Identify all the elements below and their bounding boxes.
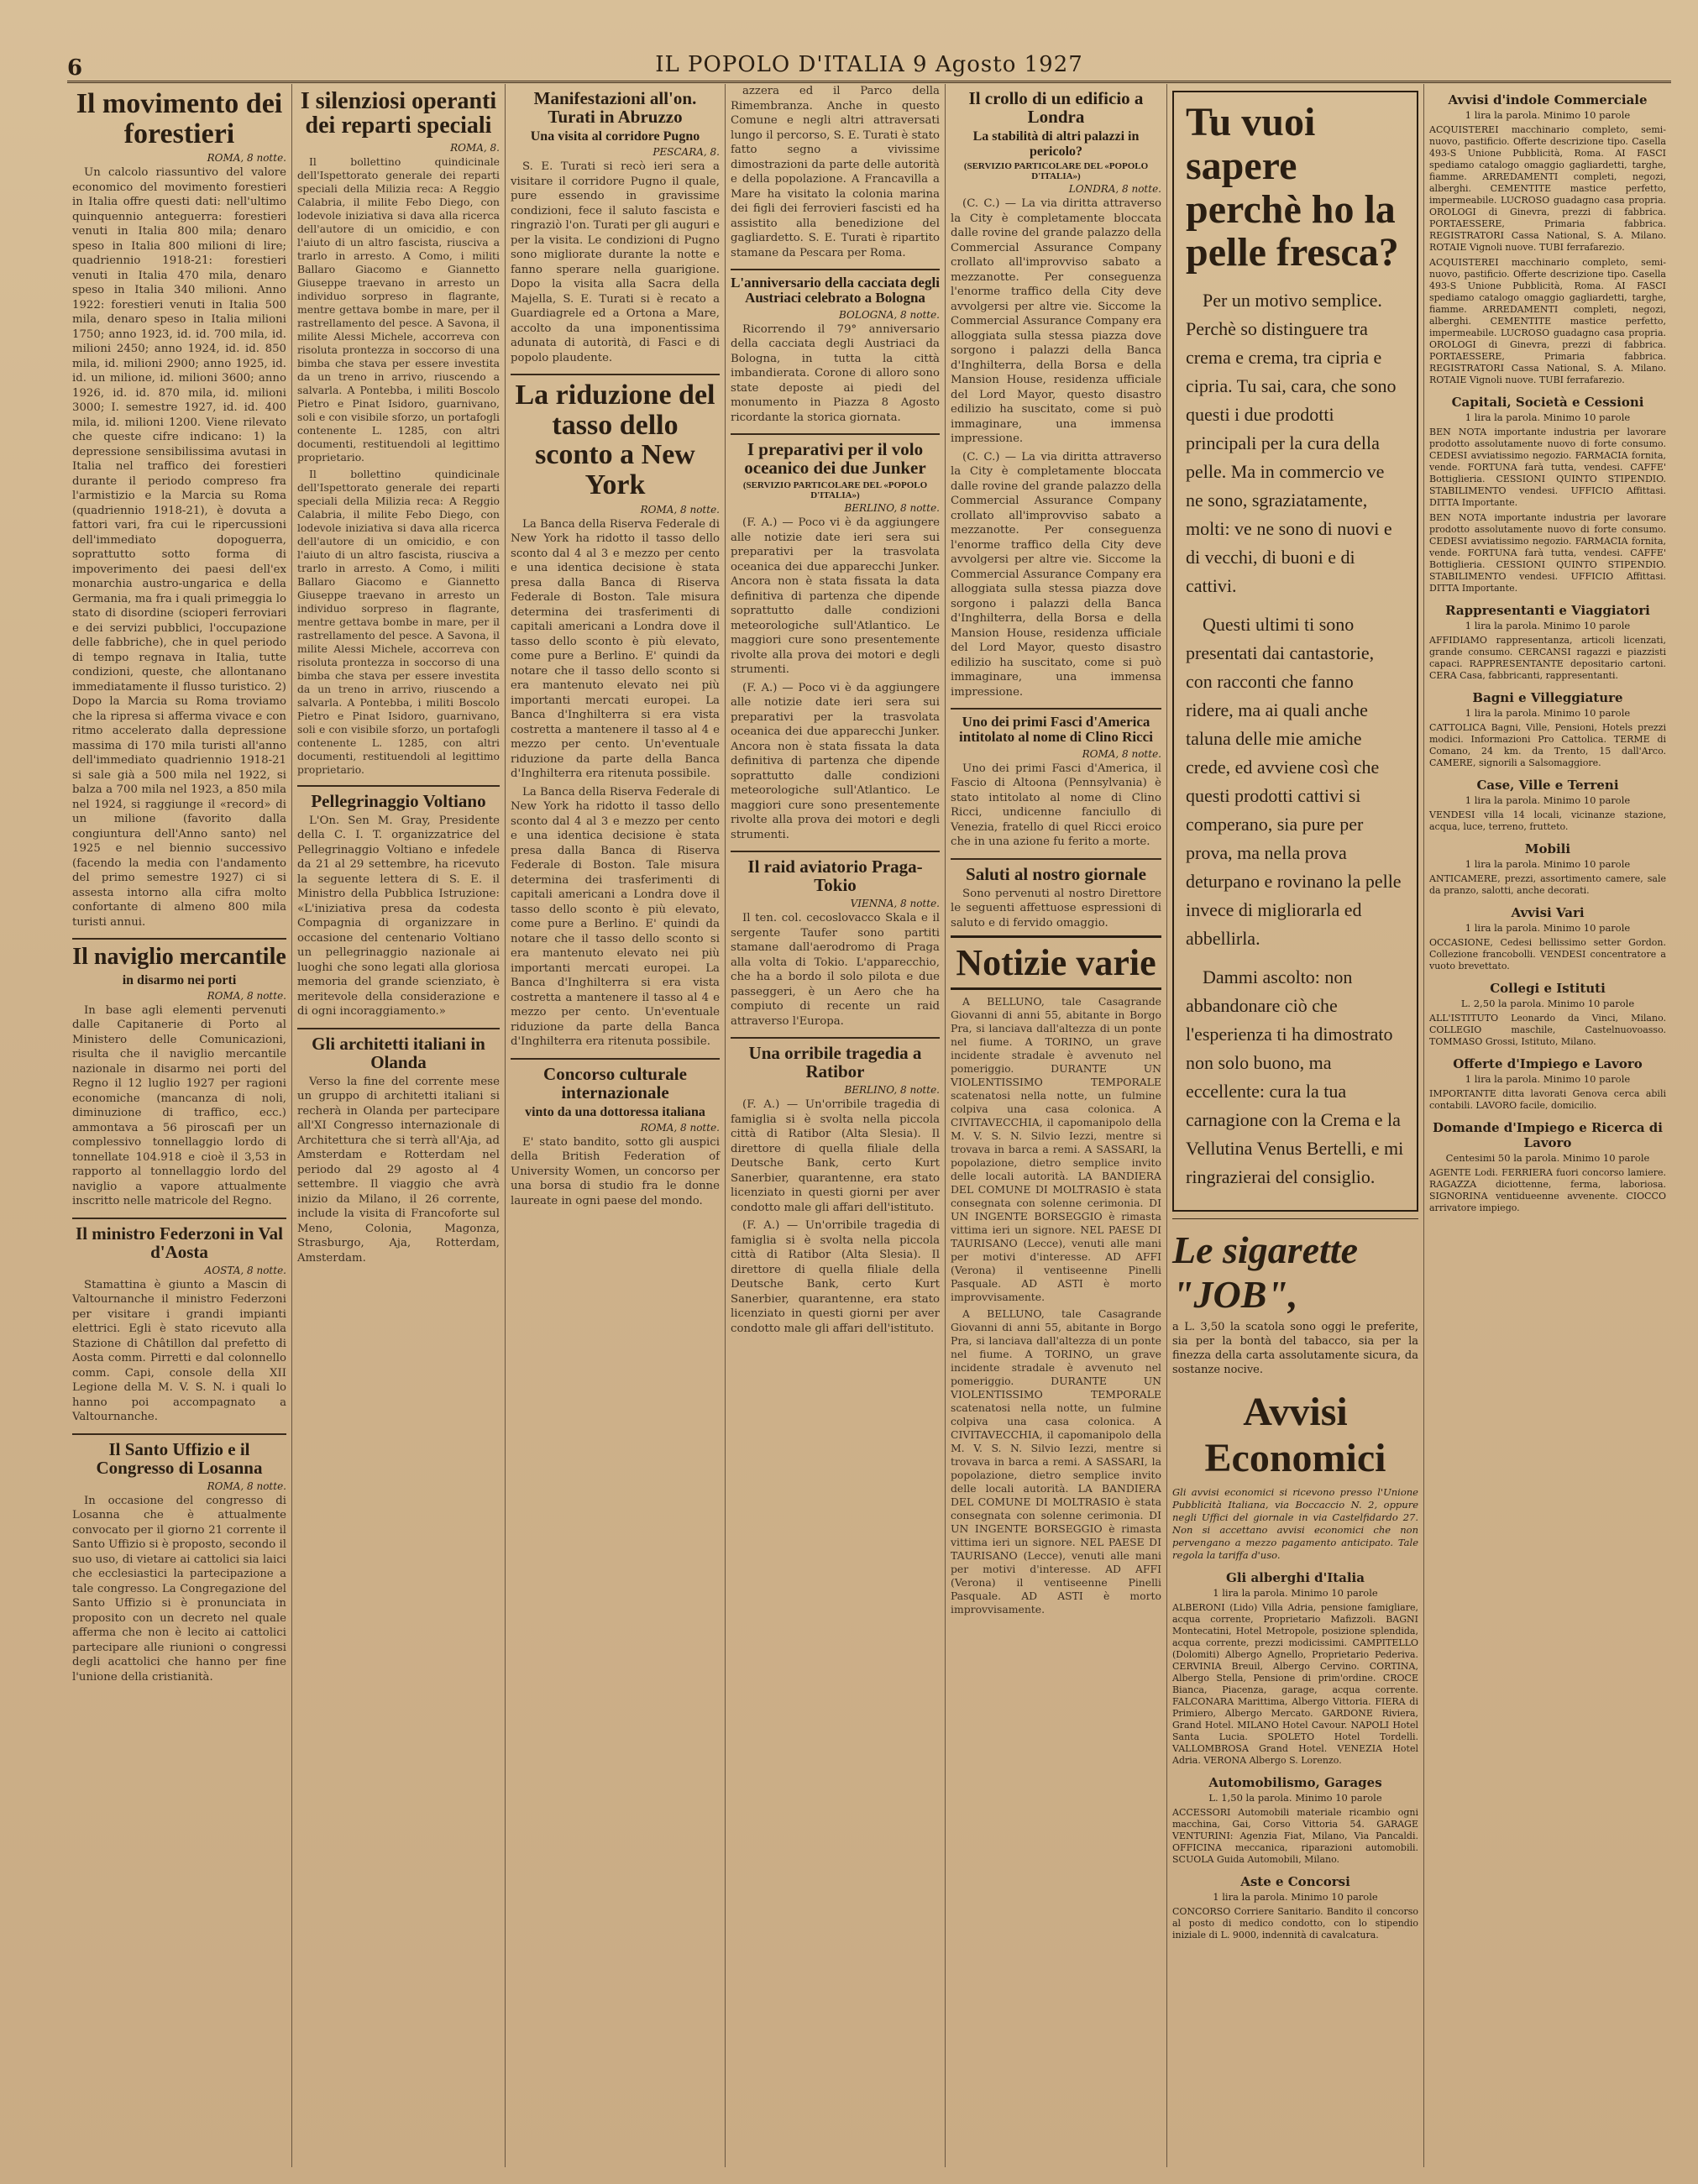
headline-volo-oceanico: I preparativi per il volo oceanico dei due Junker — [744, 439, 926, 479]
classified-body-case: VENDESI villa 14 locali, vicinanze stazione, acqua, luce, terreno, frutteto. — [1429, 809, 1666, 832]
classified-heading-offerte-impiego: Offerte d'Impiego e Lavoro — [1453, 1056, 1643, 1071]
dateline: ROMA, 8. — [450, 141, 500, 154]
classified-heading-automobilismo: Automobilismo, Garages — [1208, 1775, 1382, 1791]
service-note: (SERVIZIO PARTICOLARE DEL «POPOLO D'ITALIA») — [742, 480, 928, 501]
subheadline-concorso: vinto da una dottoressa italiana — [525, 1104, 705, 1119]
column-6 — [1167, 84, 1424, 2167]
classified-rate: 1 lira la parola. Minimo 10 parole — [1465, 707, 1631, 719]
classified-heading-rappresentanti: Rappresentanti e Viaggiatori — [1445, 603, 1650, 618]
dateline: ROMA, 8 notte. — [207, 989, 286, 1002]
headline-naviglio: Il naviglio mercantile — [72, 944, 286, 971]
headline-federzoni: Il ministro Federzoni in Val d'Aosta — [76, 1223, 283, 1262]
dateline: PESCARA, 8. — [652, 146, 720, 159]
classified-rate: 1 lira la parola. Minimo 10 parole — [1465, 620, 1631, 631]
article-body-saluti: Sono pervenuti al nostro Direttore le seguenti affettuose espressioni di saluto e di fervido omaggio. — [951, 887, 1161, 930]
classified-heading-alberghi: Gli alberghi d'Italia — [1226, 1570, 1365, 1586]
headline-pellegrinaggio: Pellegrinaggio Voltiano — [311, 790, 486, 811]
classified-rate: 1 lira la parola. Minimo 10 parole — [1465, 794, 1631, 806]
headline-austriaci-bologna: L'anniversario della cacciata degli Austriaci celebrato a Bologna — [731, 275, 940, 306]
article-body-federzoni: Stamattina è giunto a Mascin di Valtournanche il ministro Federzoni per visitare i grandi impianti elettrici. Egli è stato ricevuto alla Stazione di Châtillon dal prefetto di Aosta comm. Pirretti e dal colonnello comm. Capi, console della XII Legione della M. V. S. N. i quali lo hanno poi accompagnato a Valtournanche. — [72, 1278, 286, 1424]
dateline: BERLINO, 8 notte. — [844, 1084, 940, 1097]
article-body-architetti: Verso la fine del corrente mese un gruppo di architetti italiani si recherà in Olanda per partecipare all'XI Congresso internazionale di Architettura che si terrà all'Aja, ad Amsterdam e Rotterdam nel periodo dal 29 agosto al 4 settembre. Il viaggio che avrà inizio da Milano, il 26 corrente, include la visita di Francoforte sul Meno, Colonia, Magonza, Strasburgo, Aja, Rotterdam, Amsterdam. — [297, 1075, 500, 1265]
dateline: BOLOGNA, 8 notte. — [838, 308, 940, 321]
subheadline-crollo: La stabilità di altri palazzi in pericolo? — [972, 129, 1140, 160]
article-body-raid: Il ten. col. cecoslovacco Skala e il sergente Taufer sono partiti stamane dall'aerodromo di Praga alla volta di Tokio. L'apparecchio, che ha a bordo il solo pilota e due passeggeri, è un Aero che ha compiuto di recente un raid attraverso l'Europa. — [731, 912, 940, 1028]
article-body-naviglio: In base agli elementi pervenuti dalle Capitanerie di Porto al Ministero delle Comunicazioni, risulta che il naviglio mercantile nazionale in disarmo nei porti del Regno il 12 luglio 1927 per ragioni economiche (mancanza di noli, diminuzione di traffico, ecc.) ammontava a 56 piroscafi per un complessivo tonnellaggio lordo di tonnellate 104.918 e cioè il 3,53 in rapporto al tonnellaggio lordo del naviglio a vapore attualmente inscritto nelle matricole del Regno. — [72, 1003, 286, 1208]
classified-heading-commerciale: Avvisi d'indole Commerciale — [1448, 92, 1648, 107]
classified-rate: 1 lira la parola. Minimo 10 parole — [1465, 1073, 1631, 1085]
headline-tasso-sconto: La riduzione del tasso dello sconto a New York — [515, 380, 715, 501]
classified-body-commerciale: ACQUISTEREI macchinario completo, semi-nuovo, pastificio. Offerte descrizione tipo. Casella 493-S Unione Pubblicità, Roma. AI FASCI spediamo catalogo omaggio gagliardetti, targhe, fiamme. ARREDAMENTI completi, negozi, alberghi. CEMENTITE mastice perfetto, impermeabile. LUCROSO guadagno casa propria. OROLOGI di Ginevra, prezzi di fabbrica. PORTAESSERE, Primaria fabbrica. REGISTRATORI Cassa National, S. A. Milano. ROTAIE Vignoli nuove. TUBI ferrafarezio. ACQUISTEREI macchinario completo, semi-nuovo, pastificio. Offerte descrizione tipo. Casella 493-S Unione Pubblicità, Roma. AI FASCI spediamo catalogo omaggio gagliardetti, targhe, fiamme. ARREDAMENTI completi, negozi, alberghi. CEMENTITE mastice perfetto, impermeabile. LUCROSO guadagno casa propria. OROLOGI di Ginevra, prezzi di fabbrica. PORTAESSERE, Primaria fabbrica. REGISTRATORI Cassa National, S. A. Milano. ROTAIE Vignoli nuove. TUBI ferrafarezio. — [1429, 124, 1666, 385]
headline-tragedia-ratibor: Una orribile tragedia a Ratibor — [748, 1043, 922, 1082]
headline-architetti: Gli architetti italiani in Olanda — [312, 1033, 485, 1072]
classified-heading-mobili: Mobili — [1524, 841, 1571, 856]
job-cigarettes-ad-text: a L. 3,50 la scatola sono oggi le preferite, sia per la bontà del tabacco, sia per la finezza della carta assolutamente sicura, da sostanze nocive. — [1172, 1321, 1418, 1377]
notizie-varie-body: A BELLUNO, tale Casagrande Giovanni di anni 55, abitante in Borgo Pra, si lanciava dall'altezza di un ponte nel fiume. A TORINO, un grave incidente stradale è avvenuto nel pomeriggio. DURANTE UN VIOLENTISSIMO TEMPORALE scatenatosi nella notte, un fulmine colpiva una casa colonica. A CIVITAVECCHIA, il capomanipolo della M. V. S. N. Silvio Iezzi, mentre si trovava in barca a remi. A SASSARI, la popolazione, dietro semplice invito delle locali autorità. LA BANDIERA DEL COMUNE DI MOLTRASIO è stata consegnata con solenne cerimonia. DI UN INGENTE BORSEGGIO è rimasta vittima ieri un signore. NEL PAESE DI TAURISANO (Lecce), venuti alle mani per motivi d'interesse. AD AFFI (Verona) il ventiseenne Pinelli Pasquale. AD ASTI è morto improvvisamente. A BELLUNO, tale Casagrande Giovanni di anni 55, abitante in Borgo Pra, si lanciava dall'altezza di un ponte nel fiume. A TORINO, un grave incidente stradale è avvenuto nel pomeriggio. DURANTE UN VIOLENTISSIMO TEMPORALE scatenatosi nella notte, un fulmine colpiva una casa colonica. A CIVITAVECCHIA, il capomanipolo della M. V. S. N. Silvio Iezzi, mentre si trovava in barca a remi. A SASSARI, la popolazione, dietro semplice invito delle locali autorità. LA BANDIERA DEL COMUNE DI MOLTRASIO è stata consegnata con solenne cerimonia. DI UN INGENTE BORSEGGIO è rimasta vittima ieri un signore. NEL PAESE DI TAURISANO (Lecce), venuti alle mani per motivi d'interesse. AD AFFI (Verona) il ventiseenne Pinelli Pasquale. AD ASTI è morto improvvisamente. — [951, 995, 1161, 1616]
article-body-fasci-america: Uno dei primi Fasci d'America, il Fascio di Altoona (Pennsylvania) è stato intitolato al nome di Clino Ricci, undicenne fanciullo di Venezia, fratello di quel Ricci eroico che in una azione fu ferito a morte. — [951, 762, 1161, 849]
classified-rate: 1 lira la parola. Minimo 10 parole — [1465, 109, 1631, 121]
classified-body-bagni: CATTOLICA Bagni, Ville, Pensioni, Hotels prezzi modici. Informazioni Pro Cattolica. TERME di Comano, 24 km. da Trento, 15 dall'Arco. CAMERE, signorili a Salsomaggiore. — [1429, 722, 1666, 768]
classified-body-mobili: ANTICAMERE, prezzi, assortimento camere, sale da pranzo, salotti, anche decorati. — [1429, 873, 1666, 896]
classified-body-offerte-impiego: IMPORTANTE ditta lavorati Genova cerca abili contabili. LAVORO facile, domicilio. — [1429, 1088, 1666, 1111]
article-body-volo-oceanico: (F. A.) — Poco vi è da aggiungere alle notizie date ieri sera sui preparativi per la trasvolata oceanica dei due apparecchi Junker. Ancora non è stata fissata la data definitiva di partenza che dipende soprattutto dalle condizioni meteorologiche sull'Atlantico. Le maggiori cure sono presentemente rivolte alla prova dei motori e degli strumenti. (F. A.) — Poco vi è da aggiungere alle notizie date ieri sera sui preparativi per la trasvolata oceanica dei due apparecchi Junker. Ancora non è stata fissata la data definitiva di partenza che dipende soprattutto dalle condizioni meteorologiche sull'Atlantico. Le maggiori cure sono presentemente rivolte alla prova dei motori e degli strumenti. — [731, 516, 940, 841]
classified-rate: 1 lira la parola. Minimo 10 parole — [1465, 922, 1631, 934]
classified-heading-collegi: Collegi e Istituti — [1490, 981, 1606, 996]
column-1 — [67, 84, 292, 2167]
classified-rate: L. 1,50 la parola. Minimo 10 parole — [1208, 1792, 1382, 1804]
article-body-tasso-sconto: La Banca della Riserva Federale di New York ha ridotto il tasso dello sconto dal 4 al 3 e mezzo per cento e una identica decisione è stata presa dalla Banca di Riserva Federale di Boston. Tale misura determina dei trasferimenti di capitali americani a Londra dove il tasso dello sconto è più elevato, come pure a Berlino. E' quindi da notare che il tasso dello sconto si era mantenuto elevato nei più importanti mercati europei. La Banca d'Inghilterra si era vista costretta a mantenere il tasso al 4 e mezzo per cento. Un'eventuale riduzione da parte della Banca d'Inghilterra era ritenuta possibile. La Banca della Riserva Federale di New York ha ridotto il tasso dello sconto dal 4 al 3 e mezzo per cento e una identica decisione è stata presa dalla Banca di Riserva Federale di Boston. Tale misura determina dei trasferimenti di capitali americani a Londra dove il tasso dello sconto è più elevato, come pure a Berlino. E' quindi da notare che il tasso dello sconto si era mantenuto elevato nei più importanti mercati europei. La Banca d'Inghilterra si era vista costretta a mantenere il tasso al 4 e mezzo per cento. Un'eventuale riduzione da parte della Banca d'Inghilterra era ritenuta possibile. — [511, 517, 721, 1049]
classified-rate: Centesimi 50 la parola. Minimo 10 parole — [1445, 1152, 1650, 1164]
column-4 — [726, 84, 946, 2167]
column-5 — [946, 84, 1167, 2167]
classified-rate: 1 lira la parola. Minimo 10 parole — [1465, 858, 1631, 870]
dateline: ROMA, 8 notte. — [1082, 747, 1161, 760]
column-2 — [292, 84, 506, 2167]
page-number: 6 — [67, 55, 83, 81]
article-body-ratibor: (F. A.) — Un'orribile tragedia di famiglia si è svolta nella piccola città di Ratibor (Alta Slesia). Il direttore di quella filiale della Deutsche Bank, certo Kurt Sanerbier, quarantenne, era stato licenziato in questi giorni per aver condotto male gli affari dell'istituto. (F. A.) — Un'orribile tragedia di famiglia si è svolta nella piccola città di Ratibor (Alta Slesia). Il direttore di quella filiale della Deutsche Bank, certo Kurt Sanerbier, quarantenne, era stato licenziato in questi giorni per aver condotto male gli affari dell'istituto. — [731, 1098, 940, 1335]
job-cigarettes-ad-title: Le sigarette "JOB", — [1172, 1228, 1358, 1317]
article-body-forestieri: Un calcolo riassuntivo del valore economico del movimento forestieri in Italia offre questi dati: nell'ultimo quinquennio anteguerra: forestieri venuti in Italia 800 mila; denaro speso in Italia 800 milioni di lire; quadriennio 1918-21: forestieri venuti in Italia 470 mila, denaro speso in Italia 340 milioni. Anno 1922: forestieri venuti in Italia 500 mila, denaro speso in Italia milioni 1750; anno 1923, id. id. 700 mila, id. milioni 2450; anno 1924, id. id. 850 mila, id. milioni 2900; anno 1925, id. id. un milione, id. milioni 3600; anno 1926, id. id. 870 mila, id. milioni 3000; I. semestre 1927, id. id. 400 mila, id. milioni 1200. Viene rilevato che queste cifre indicano: 1) la depressione sensibilissima avutasi in Italia nel traffico dei forestieri durante il periodo compreso fra l'armistizio e la Marcia su Roma (quadriennio 1918-21), è dovuta a fattori vari, fra cui le ripercussioni dell'immediato dopoguerra, soprattutto sotto forma di impoverimento dei paesi dell'ex monarchia austro-ungarica e della Germania, ma fra i quali primeggia lo stato di disordine (scioperi ferroviari e dei servizi pubblici, l'occupazione delle fabbriche), che in quel periodo di tempo regnava in Italia, tutte condizioni, queste, che allontanano immediatamente il flusso turistico. 2) Dopo la Marcia su Roma troviamo che la ripresa si afferma vivace e con ritmo accelerato dalla depressione massima di 170 mila turisti all'anno dell'immediato quadriennio 1918-21 si sale già a 500 mila nel 1922, si balza a 700 mila nel 1923, a 850 mila nel 1924, si raggiunge il «record» di un milione (favorito dalla congiuntura dell'Anno santo) nel 1925 e nel biennio successivo (facendo la media con l'andamento del primo semestre 1927) ci si assesta intorno alla cifra molto confortante di almeno 800 mila turisti annui. — [72, 166, 286, 929]
headline-crollo-londra: Il crollo di un edificio a Londra — [968, 88, 1144, 128]
headline-turati-abruzzo: Manifestazioni all'on. Turati in Abruzzo — [533, 88, 697, 128]
classified-body-collegi: ALL'ISTITUTO Leonardo da Vinci, Milano. COLLEGIO maschile, Castelnuovoasso. TOMMASO Grossi, Istituto, Milano. — [1429, 1013, 1666, 1047]
classified-rate: 1 lira la parola. Minimo 10 parole — [1213, 1891, 1378, 1904]
subheadline-naviglio: in disarmo nei porti — [122, 972, 237, 987]
classified-heading-capitali: Capitali, Società e Cessioni — [1451, 395, 1644, 410]
classified-body-vari: OCCASIONE, Cedesi bellissimo setter Gordon. Collezione francobolli. VENDESI concentratore a vuoto brevettato. — [1429, 937, 1666, 972]
dateline: BERLINO, 8 notte. — [844, 502, 940, 515]
article-body-santo-uffizio: In occasione del congresso di Losanna che è attualmente convocato per il giorno 21 corrente il Santo Uffizio si è proposto, secondo il suo uso, di vietare ai cattolici sia laici che ecclesiastici la partecipazione a tale congresso. La Congregazione del Santo Uffizio si è pronunciata in proposito con un decreto nel quale afferma che non è lecito ai cattolici partecipare alle riunioni o congressi degli acattolici che hanno per fine l'unione della cristianità. — [72, 1494, 286, 1684]
article-body-turati: S. E. Turati si recò ieri sera a visitare il corridore Pugno il quale, pure essendo in gravissime condizioni, fece il saluto fascista e ringraziò l'on. Turati per gli auguri e per la visita. Le condizioni di Pugno sono migliorate durante la notte e fanno sperare nella guarigione. Dopo la visita alla Sacra della Majella, S. E. Turati si è recato a Guardiagrele ed a Ortona a Mare, accolto da una imponentissima adunata di autorità, di Fasci e di popolo plaudente. — [511, 160, 720, 364]
classified-body-aste: CONCORSO Corriere Sanitario. Bandito il concorso al posto di medico condotto, con lo stipendio iniziale di L. 9000, indennità di cavalcatura. — [1172, 1906, 1418, 1941]
avvisi-economici-intro: Gli avvisi economici si ricevono presso l'Unione Pubblicità Italiana, via Boccaccio N. 2, oppure negli Uffici del giornale in via Castelfidardo 27. Non si accettano avvisi economici che non pervengano a mezzo pagamento anticipato. Tale regola la tariffa d'uso. — [1172, 1486, 1418, 1562]
dateline: LONDRA, 8 notte. — [1068, 183, 1161, 196]
page-header — [67, 52, 1671, 83]
classified-rate: 1 lira la parola. Minimo 10 parole — [1213, 1587, 1378, 1600]
service-note: (SERVIZIO PARTICOLARE DEL «POPOLO D'ITALIA») — [963, 161, 1149, 182]
headline-santo-uffizio: Il Santo Uffizio e il Congresso di Losanna — [96, 1438, 263, 1478]
headline-concorso-culturale: Concorso culturale internazionale — [543, 1063, 687, 1102]
classified-heading-case: Case, Ville e Terreni — [1476, 778, 1619, 793]
classified-heading-vari: Avvisi Vari — [1511, 905, 1585, 920]
notizie-varie-heading: Notizie varie — [951, 935, 1161, 990]
classified-heading-domande-impiego: Domande d'Impiego e Ricerca di Lavoro — [1433, 1120, 1663, 1150]
subheadline-turati: Una visita al corridore Pugno — [530, 129, 700, 144]
classified-body-automobilismo: ACCESSORI Automobili materiale ricambio ogni macchina, Gai, Corso Vittoria 54. GARAGE VENTURINI: Agenzia Fiat, Milano, Via Pancaldi. OFFICINA meccanica, riparazioni automobili. SCUOLA Guida Automobili, Milano. — [1172, 1807, 1418, 1866]
column-3 — [506, 84, 726, 2167]
classified-body-alberghi: ALBERONI (Lido) Villa Adria, pensione famigliare, acqua corrente, Proprietario Mafizzoli. BAGNI Montecatini, Hotel Metropole, posizione splendida, acqua corrente, prezzi modicissimi. CAMPITELLO (Dolomiti) Albergo Agnello, Proprietario Pederiva. CERVINIA Breuil, Albergo Cervino. CORTINA, Albergo Stella, Pensione di prim'ordine. CROCE Bianca, Piacenza, garage, acqua corrente. FALCONARA Marittima, Albergo Vittoria. FIERA di Primiero, Albergo Mercato. GARDONE Riviera, Grand Hotel. MILANO Hotel Cavour. NAPOLI Hotel Santa Lucia. SPOLETO Hotel Tordelli. VALLOMBROSA Grand Hotel. VENEZIA Hotel Adria. VERONA Albergo S. Lorenzo. — [1172, 1602, 1418, 1767]
avvisi-economici-heading: Avvisi Economici — [1204, 1390, 1386, 1481]
classified-rate: 1 lira la parola. Minimo 10 parole — [1465, 411, 1631, 423]
dateline: VIENNA, 8 notte. — [850, 898, 940, 910]
dateline: ROMA, 8 notte. — [640, 503, 720, 516]
headline-raid-praga-tokio: Il raid aviatorio Praga-Tokio — [747, 856, 923, 896]
classified-body-domande-impiego: AGENTE Lodi. FERRIERA fuori concorso lamiere. RAGAZZA diciottenne, ferma, laboriosa. SIGNORINA ventidueenne avvenente. CIOCCO arrivatore impiego. — [1429, 1167, 1666, 1213]
dateline: ROMA, 8 notte. — [207, 1480, 286, 1492]
venus-cream-advertisement — [1172, 91, 1418, 1212]
classified-body-rappresentanti: AFFIDIAMO rappresentanza, articoli licenzati, grande consumo. CERCANSI ragazzi e piazzisti capaci. RAPPRESENTANTE depositario cartoni. CERA Casa, fabbricanti, rappresentanti. — [1429, 635, 1666, 681]
classified-body-capitali: BEN NOTA importante industria per lavorare prodotto assolutamente nuovo di forte consumo. CEDESI avviatissimo negozio. FARMACIA fornita, vende. FORTUNA farà tutta, vendesi. CAFFE' Bottiglieria. CESSIONI QUINTO STIPENDIO. STABILIMENTO vendesi. UFFICIO Affittasi. DITTA Importante. BEN NOTA importante industria per lavorare prodotto assolutamente nuovo di forte consumo. CEDESI avviatissimo negozio. FARMACIA fornita, vende. FORTUNA farà tutta, vendesi. CAFFE' Bottiglieria. CESSIONI QUINTO STIPENDIO. STABILIMENTO vendesi. UFFICIO Affittasi. DITTA Importante. — [1429, 427, 1666, 594]
headline-forestieri: Il movimento dei forestieri — [76, 88, 283, 149]
classified-heading-aste: Aste e Concorsi — [1240, 1874, 1350, 1890]
column-7 — [1424, 84, 1671, 2167]
dateline: ROMA, 8 notte. — [207, 152, 286, 165]
article-body-crollo: (C. C.) — La via diritta attraverso la City è completamente bloccata dalle rovine del grande palazzo della Commercial Assurance Company crollato all'improvviso sabato a mezzanotte. Per conseguenza l'enorme traffico della City deve avvolgersi per altre vie. Siccome la Commercial Assurance Company era alloggiata sulla stessa piazza dove sorgono i palazzi della Banca d'Inghilterra, della Borsa e della Mansion House, residenza ufficiale del Lord Mayor, questo disastro edilizio ha suscitato, come si può immaginare, una immensa impressione. (C. C.) — La via diritta attraverso la City è completamente bloccata dalle rovine del grande palazzo della Commercial Assurance Company crollato all'improvviso sabato a mezzanotte. Per conseguenza l'enorme traffico della City deve avvolgersi per altre vie. Siccome la Commercial Assurance Company era alloggiata sulla stessa piazza dove sorgono i palazzi della Banca d'Inghilterra, della Borsa e della Mansion House, residenza ufficiale del Lord Mayor, questo disastro edilizio ha suscitato, come si può immaginare, una immensa impressione. — [951, 197, 1161, 699]
classified-rate: L. 2,50 la parola. Minimo 10 parole — [1460, 998, 1635, 1009]
headline-silenziosi-operanti: I silenziosi operanti dei reparti speciali — [300, 88, 497, 139]
classified-heading-bagni: Bagni e Villeggiature — [1472, 690, 1623, 705]
article-body-turati-cont: azzera ed il Parco della Rimembranza. Anche in questo Comune e negli altri attraversati lungo il percorso, S. E. Turati è stato fatto segno a vivissime dimostrazioni da parte delle autorità e della popolazione. A Francavilla a Mare ha visitato la colonia marina dei figli dei ferrovieri fascisti ed ha assistito alla benedizione del gagliardetto. S. E. Turati è ripartito stamane da Pescara per Roma. — [731, 85, 941, 259]
ad-text: Per un motivo semplice. Perchè so distinguere tra crema e crema, tra cipria e cipria. Tu sai, cara, che sono questi i due prodotti principali per la cura della pelle. Ma in commercio ve ne sono, sgraziatamente, molti: ve ne sono di nuovi e di vecchi, di buoni e di cattivi. Questi ultimi ti sono presentati dai cantastorie, con racconti che fanno ridere, ma ai quali anche taluna delle mie amiche crede, ed avviene così che questi prodotti cattivi si comperano, sia pure per prova, ma nella prova deturpano e rovinano la pelle invece di migliorarla ed abbellirla. Dammi ascolto: non abbandonare ciò che l'esperienza ti ha dimostrato non solo buono, ma eccellente: cura la tua carnagione con la Crema e la Vellutina Venus Bertelli, e mi ringrazierai del consiglio. — [1186, 290, 1404, 1188]
headline-saluti: Saluti al nostro giornale — [966, 863, 1146, 884]
headline-fasci-america: Uno dei primi Fasci d'America intitolato al nome di Clino Ricci — [959, 714, 1153, 745]
article-body-concorso: E' stato bandito, sotto gli auspici della British Federation of University Women, un concorso per una borsa di studio fra le donne laureate in ogni paese del mondo. — [511, 1135, 720, 1207]
masthead: IL POPOLO D'ITALIA 9 Agosto 1927 — [655, 52, 1083, 77]
article-body-silenziosi: Il bollettino quindicinale dell'Ispettorato generale dei reparti speciali della Milizia reca: A Reggio Calabria, il milite Febo Diego, con lodevole iniziativa si dava alla ricerca dell'autore di un omicidio, e con l'aiuto di un altro fascista, riusciva a trarlo in arresto. A Como, i militi Ballaro Giacomo e Giannetto Giuseppe traevano in arresto un individuo sorpreso in flagrante, mentre gettava bombe in mare, per il rastrellamento del pesce. A Savona, il milite Alessi Michele, accorreva con risoluta prontezza in soccorso di una bimba che stava per essere investita da un treno in arrivo, riuscendo a salvarla. A Pontebba, i militi Boscolo Pietro e Pinat Isidoro, guarnivano, soli e con visibile sforzo, un portafogli contenente L. 1285, con altri documenti, restituendoli al legittimo proprietario. Il bollettino quindicinale dell'Ispettorato generale dei reparti speciali della Milizia reca: A Reggio Calabria, il milite Febo Diego, con lodevole iniziativa si dava alla ricerca dell'autore di un omicidio, e con l'aiuto di un altro fascista, riusciva a trarlo in arresto. A Como, i militi Ballaro Giacomo e Giannetto Giuseppe traevano in arresto un individuo sorpreso in flagrante, mentre gettava bombe in mare, per il rastrellamento del pesce. A Savona, il milite Alessi Michele, accorreva con risoluta prontezza in soccorso di una bimba che stava per essere investita da un treno in arrivo, riuscendo a salvarla. A Pontebba, i militi Boscolo Pietro e Pinat Isidoro, guarnivano, soli e con visibile sforzo, un portafogli contenente L. 1285, con altri documenti, restituendoli al legittimo proprietario. — [297, 155, 500, 776]
article-body-pellegrinaggio: L'On. Sen M. Gray, Presidente della C. I. T. organizzatrice del Pellegrinaggio Voltiano e infedele da 21 al 29 settembre, ha ricevuto la seguente lettera di S. E. il Ministro della Pubblica Istruzione: «L'iniziativa presa da codesta Compagnia di organizzare in occasione del centenario Voltiano un pellegrinaggio nazionale ai luoghi che sono legati alla gloriosa memoria del grande scienziato, è meritevole della considerazione e di ogni incoraggiamento.» — [297, 814, 500, 1019]
article-body-bologna: Ricorrendo il 79° anniversario della cacciata degli Austriaci da Bologna, in tutta la città imbandierata. Corone di alloro sono state deposte ai piedi del monumento in Piazza 8 Agosto ricordante la storica giornata. — [731, 322, 940, 424]
dateline: ROMA, 8 notte. — [640, 1121, 720, 1134]
ad-headline: Tu vuoi sapere perchè ho la pelle fresca? — [1186, 100, 1399, 275]
dateline: AOSTA, 8 notte. — [204, 1264, 286, 1276]
